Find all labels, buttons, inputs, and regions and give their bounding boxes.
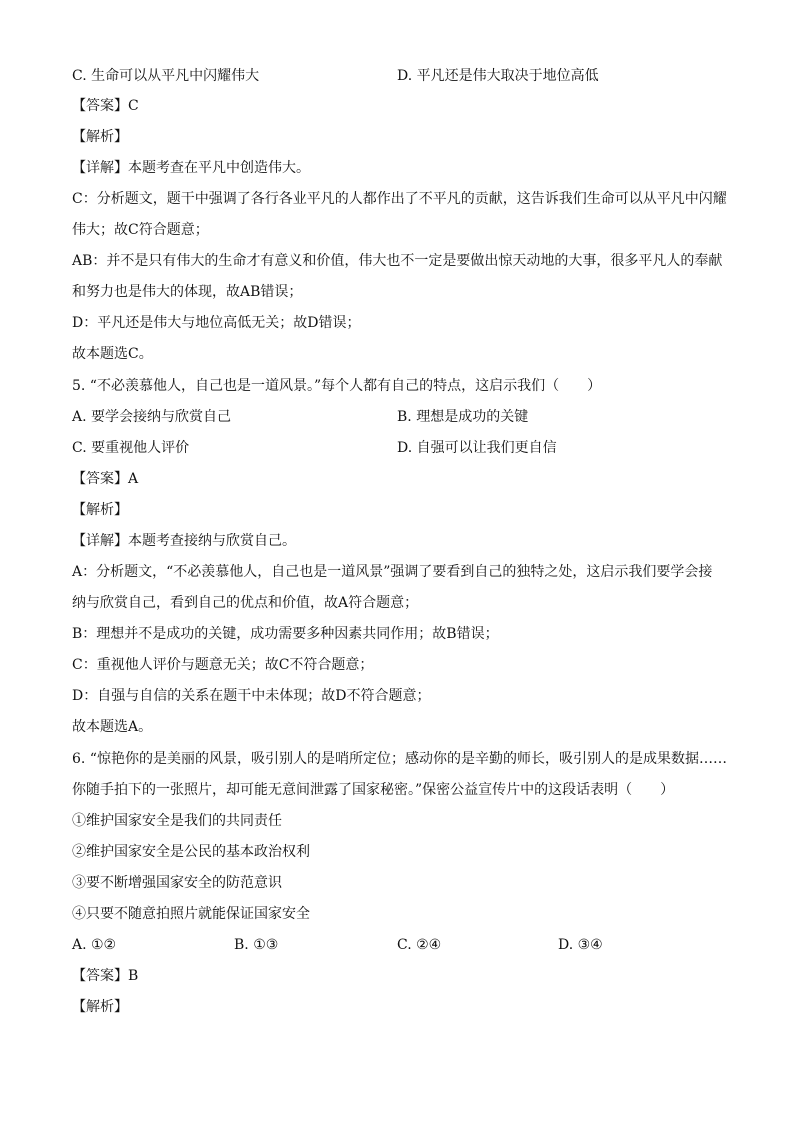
q6-item-4: ④只要不随意拍照片就能保证国家安全	[72, 906, 310, 922]
q6-item-3: ③要不断增强国家安全的防范意识	[72, 875, 282, 891]
q5-option-b: B. 理想是成功的关键	[397, 409, 529, 425]
q6-stem-line2: 你随手拍下的一张照片，却可能无意间泄露了国家秘密。”保密公益宣传片中的这段话表明（ ）	[72, 782, 675, 798]
q4-analysis-label: 【解析】	[72, 129, 128, 145]
q4-answer: 【答案】C	[72, 98, 139, 114]
q6-analysis-label: 【解析】	[72, 999, 128, 1015]
q5-option-a: A. 要学会接纳与欣赏自己	[72, 409, 232, 425]
q6-option-d: D. ③④	[558, 937, 603, 953]
q4-explanation-d: D：平凡还是伟大与地位高低无关；故D错误；	[72, 315, 361, 331]
q4-option-d: D. 平凡还是伟大取决于地位高低	[397, 68, 599, 84]
q5-explanation-d: D：自强与自信的关系在题干中未体现；故D不符合题意；	[72, 688, 431, 704]
q4-detail: 【详解】本题考查在平凡中创造伟大。	[72, 160, 310, 176]
q6-stem-line1: 6. “惊艳你的是美丽的风景，吸引别人的是哨所定位；感动你的是辛勤的师长，吸引别人的是成果数据……	[72, 751, 727, 767]
q6-option-c: C. ②④	[397, 937, 442, 953]
q4-explanation-c-line2: 伟大；故C符合题意；	[72, 222, 209, 238]
q5-analysis-label: 【解析】	[72, 502, 128, 518]
q5-detail: 【详解】本题考查接纳与欣赏自己。	[72, 533, 296, 549]
q6-option-a: A. ①②	[72, 937, 117, 953]
q4-conclusion: 故本题选C。	[72, 346, 153, 362]
q5-explanation-b: B：理想并不是成功的关键，成功需要多种因素共同作用；故B错误；	[72, 626, 499, 642]
q4-explanation-c-line1: C：分析题文，题干中强调了各行各业平凡的人都作出了不平凡的贡献，这告诉我们生命可以从平凡中闪耀	[72, 191, 727, 207]
q5-explanation-c: C：重视他人评价与题意无关；故C不符合题意；	[72, 657, 374, 673]
q5-explanation-a-line2: 纳与欣赏自己，看到自己的优点和价值，故A符合题意；	[72, 595, 419, 611]
q6-item-1: ①维护国家安全是我们的共同责任	[72, 813, 282, 829]
q5-explanation-a-line1: A：分析题文，“不必羡慕他人，自己也是一道风景”强调了要看到自己的独特之处，这启示我们要学会接	[72, 564, 713, 580]
q4-explanation-ab-line2: 和努力也是伟大的体现，故AB错误；	[72, 284, 303, 300]
q6-answer: 【答案】B	[72, 968, 139, 984]
q5-option-d: D. 自强可以让我们更自信	[397, 440, 557, 456]
q5-answer: 【答案】A	[72, 471, 139, 487]
q5-option-c: C. 要重视他人评价	[72, 440, 190, 456]
q4-option-c: C. 生命可以从平凡中闪耀伟大	[72, 68, 260, 84]
q5-conclusion: 故本题选A。	[72, 719, 153, 735]
q4-explanation-ab-line1: AB：并不是只有伟大的生命才有意义和价值，伟大也不一定是要做出惊天动地的大事，很多平凡人的奉献	[72, 253, 723, 269]
q5-stem: 5. “不必羡慕他人，自己也是一道风景。”每个人都有自己的特点，这启示我们（ ）	[72, 378, 602, 394]
q6-item-2: ②维护国家安全是公民的基本政治权利	[72, 844, 310, 860]
q6-option-b: B. ①③	[234, 937, 279, 953]
